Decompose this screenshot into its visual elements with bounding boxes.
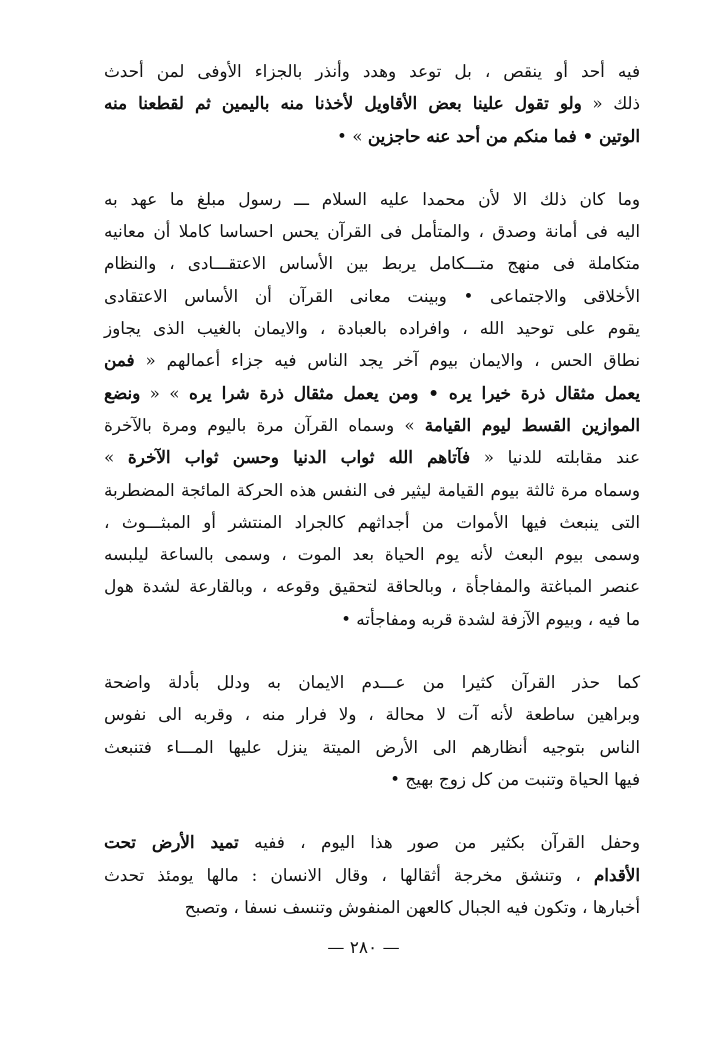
text-line bbox=[104, 183, 640, 215]
body-text: اليه فى أمانة وصدق ، والمتأمل فى القرآن يحس احساسا كاملا أن معانيه bbox=[104, 221, 640, 242]
paragraph-gap bbox=[104, 152, 640, 183]
body-text: وحفل القرآن بكثير من صور هذا اليوم ، ففيه bbox=[238, 832, 640, 853]
quran-verse-text: الموازين القسط ليوم القيامة bbox=[424, 414, 640, 435]
quran-verse-text: فآتاهم الله ثواب الدنيا وحسن ثواب الآخرة bbox=[127, 447, 471, 468]
paragraph-1 bbox=[104, 55, 640, 152]
body-text: ما فيه ، وبيوم الآزفة لشدة قربه ومفاجأته • bbox=[341, 608, 640, 629]
paragraph-2 bbox=[104, 183, 640, 635]
text-line bbox=[104, 891, 640, 923]
body-text: وبراهين ساطعة لأنه آت لا محالة ، ولا فرار منه ، وقربه الى نفوس bbox=[104, 704, 640, 725]
body-text: » « bbox=[140, 382, 189, 403]
body-text: يقوم على توحيد الله ، وافراده بالعبادة ، والايمان بالغيب الذى يجاوز bbox=[104, 318, 640, 339]
text-line bbox=[104, 377, 640, 409]
quran-verse-text: الوتين • فما منكم من أحد عنه حاجزين bbox=[367, 125, 640, 146]
body-text: كما حذر القرآن كثيرا من عـــدم الايمان به ودلل بأدلة واضحة bbox=[104, 672, 640, 693]
quran-verse-text: فمن bbox=[104, 350, 135, 371]
body-text: الناس بتوجيه أنظارهم الى الأرض الميتة ينزل عليها المـــاء فتنبعث bbox=[104, 736, 640, 757]
text-line bbox=[104, 55, 640, 87]
text-line bbox=[104, 538, 640, 570]
paragraph-gap bbox=[104, 635, 640, 666]
quran-verse-text: يعمل مثقال ذرة خيرا يره • ومن يعمل مثقال ذرة شرا يره bbox=[188, 382, 640, 403]
text-line bbox=[104, 87, 640, 119]
body-text: ذلك « bbox=[581, 93, 640, 114]
body-text: وسمى بيوم البعث لأنه يوم الحياة بعد الموت ، وسمى بالساعة ليلبسه bbox=[104, 544, 640, 565]
text-line bbox=[104, 344, 640, 376]
body-text: وسماه مرة ثالثة بيوم القيامة ليثير فى النفس هذه الحركة المائجة المضطربة bbox=[104, 479, 640, 500]
body-text: » وسماه القرآن مرة باليوم ومرة بالآخرة bbox=[104, 414, 425, 435]
page-number: — ٢٨٠ — bbox=[327, 938, 400, 958]
page-body bbox=[104, 55, 640, 923]
body-text: » bbox=[104, 447, 128, 468]
body-text: الأخلاقى والاجتماعى • وبينت معانى القرآن أن الأساس الاعتقادى bbox=[104, 285, 640, 306]
body-text: » • bbox=[337, 125, 368, 146]
body-text: فيه أحد أو ينقص ، بل توعد وهدد وأنذر بالجزاء الأوفى لمن أحدث bbox=[104, 61, 640, 81]
text-line bbox=[104, 506, 640, 538]
text-line bbox=[104, 441, 640, 473]
paragraph-3 bbox=[104, 666, 640, 795]
paragraph-gap bbox=[104, 795, 640, 826]
text-line bbox=[104, 409, 640, 441]
body-text: فيها الحياة وتنبت من كل زوج بهيج • bbox=[390, 768, 640, 789]
quran-verse-text: تميد الأرض تحت bbox=[104, 832, 239, 853]
body-text: عند مقابلته للدنيا « bbox=[470, 447, 640, 468]
paragraph-4 bbox=[104, 826, 640, 923]
text-line bbox=[104, 666, 640, 698]
body-text: عنصر المباغتة والمفاجأة ، وبالحاقة لتحقيق وقوعه ، وبالقارعة لشدة هول bbox=[104, 576, 640, 597]
body-text: وما كان ذلك الا لأن محمدا عليه السلام ـــ رسول مبلغ ما عهد به bbox=[104, 188, 640, 209]
text-line bbox=[104, 247, 640, 279]
text-line bbox=[104, 763, 640, 795]
body-text: التى ينبعث فيها الأموات من أجداثهم كالجراد المنتشر أو المبثـــوث ، bbox=[104, 511, 640, 532]
quran-verse-text: ولو تقول علينا بعض الأقاويل لأخذنا منه باليمين ثم لقطعنا منه bbox=[104, 93, 582, 114]
quran-verse-text: ونضع bbox=[104, 382, 141, 403]
text-line bbox=[104, 312, 640, 344]
text-line bbox=[104, 859, 640, 891]
body-text: نطاق الحس ، والايمان بيوم آخر يجد الناس فيه جزاء أعمالهم « bbox=[134, 350, 640, 371]
text-line bbox=[104, 603, 640, 635]
body-text: متكاملة فى منهج متـــكامل يربط بين الأساس الاعتقـــادى ، والنظام bbox=[104, 253, 640, 274]
text-line bbox=[104, 280, 640, 312]
text-line bbox=[104, 120, 640, 152]
text-line bbox=[104, 826, 640, 858]
text-line bbox=[104, 474, 640, 506]
body-text: ، وتنشق مخرجة أثقالها ، وقال الانسان : مالها يومئذ تحدث bbox=[104, 864, 594, 885]
text-line bbox=[104, 215, 640, 247]
body-text: أخبارها ، وتكون فيه الجبال كالعهن المنفوش وتنسف نسفا ، وتصبح bbox=[184, 896, 640, 917]
text-line bbox=[104, 698, 640, 730]
quran-verse-text: الأقدام bbox=[593, 864, 640, 885]
text-line bbox=[104, 731, 640, 763]
text-line bbox=[104, 570, 640, 602]
